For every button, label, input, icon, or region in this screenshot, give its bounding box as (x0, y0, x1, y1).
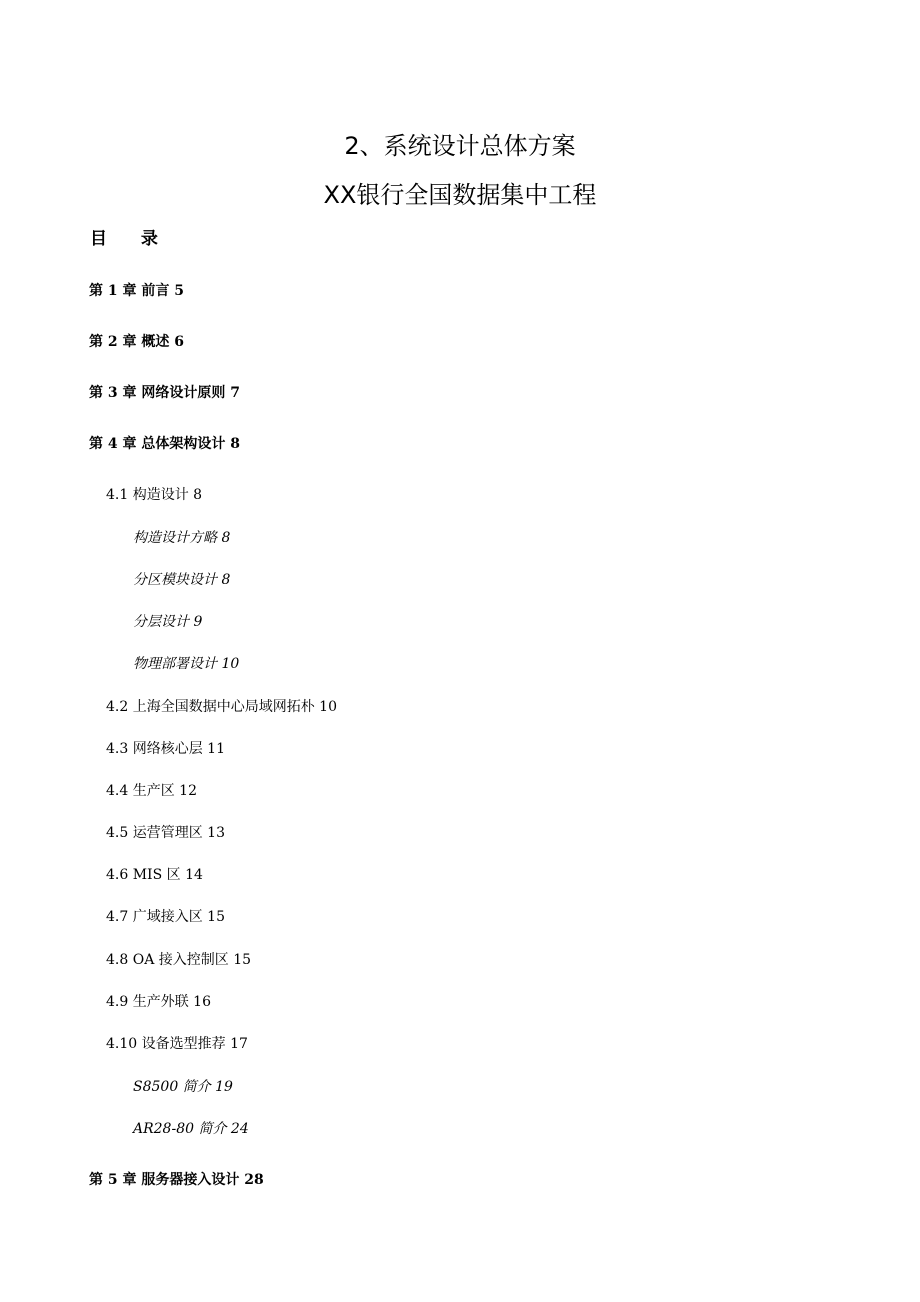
toc-entry[interactable]: 第 3 章 网络设计原则 7 (89, 385, 240, 401)
toc-entry[interactable]: 4.1 构造设计 8 (106, 487, 203, 503)
toc-heading: 目 录 (90, 229, 172, 249)
toc-entry[interactable]: 第 5 章 服务器接入设计 28 (89, 1172, 264, 1188)
toc-entry[interactable]: 4.9 生产外联 16 (106, 994, 211, 1010)
toc-entry[interactable]: 第 4 章 总体架构设计 8 (89, 436, 240, 452)
toc-entry[interactable]: 4.3 网络核心层 11 (106, 741, 225, 757)
toc-entry[interactable]: 分区模块设计 8 (133, 572, 231, 588)
toc-entry[interactable]: 4.4 生产区 12 (106, 783, 197, 799)
toc-entry[interactable]: 4.5 运营管理区 13 (106, 825, 225, 841)
document-title: 2、系统设计总体方案 (344, 132, 576, 160)
toc-entry[interactable]: 4.6 MIS 区 14 (106, 867, 203, 883)
toc-entry[interactable]: 分层设计 9 (133, 614, 203, 630)
toc-entry[interactable]: S8500 简介 19 (133, 1079, 233, 1095)
toc-entry[interactable]: AR28-80 简介 24 (133, 1121, 249, 1137)
toc-entry[interactable]: 4.2 上海全国数据中心局域网拓朴 10 (106, 699, 337, 715)
toc-entry[interactable]: 4.10 设备选型推荐 17 (106, 1036, 248, 1052)
toc-entry[interactable]: 第 2 章 概述 6 (89, 334, 184, 350)
toc-entry[interactable]: 4.7 广域接入区 15 (106, 909, 225, 925)
document-subtitle: XX银行全国数据集中工程 (323, 181, 597, 209)
toc-entry[interactable]: 构造设计方略 8 (133, 530, 231, 546)
toc-entry[interactable]: 4.8 OA 接入控制区 15 (106, 952, 252, 968)
toc-entry[interactable]: 物理部署设计 10 (133, 656, 240, 672)
toc-entry[interactable]: 第 1 章 前言 5 (89, 283, 184, 299)
